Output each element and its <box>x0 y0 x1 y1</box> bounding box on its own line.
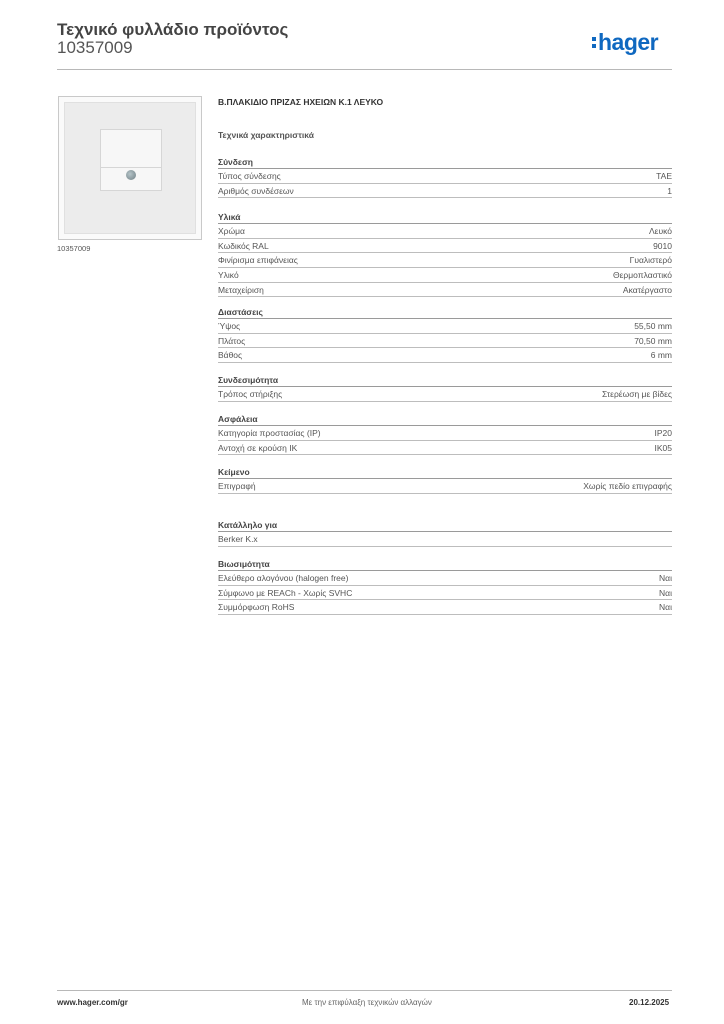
image-caption: 10357009 <box>57 244 91 253</box>
section-title: Ασφάλεια <box>218 412 672 426</box>
spec-value: 9010 <box>653 240 672 251</box>
spec-label: Ελεύθερο αλογόνου (halogen free) <box>218 573 349 583</box>
spec-value: Χωρίς πεδίο επιγραφής <box>583 481 672 491</box>
spec-section <box>218 518 672 547</box>
spec-value: 6 mm <box>650 350 672 361</box>
spec-value: Ακατέργαστο <box>622 284 672 295</box>
spec-label: Τρόπος στήριξης <box>218 389 283 399</box>
spec-value: 1 <box>667 185 672 196</box>
spec-label: Υλικό <box>218 270 239 281</box>
spec-value: IK05 <box>654 442 672 453</box>
spec-section <box>218 557 672 615</box>
spec-row <box>218 184 672 199</box>
spec-row <box>218 334 672 349</box>
footer-date: 20.12.2025 <box>629 998 670 1007</box>
spec-section <box>218 465 672 494</box>
spec-label: Επιγραφή <box>218 481 256 491</box>
spec-row <box>218 571 672 586</box>
spec-value: Λευκό <box>649 226 672 236</box>
spec-label: Μεταχείριση <box>218 284 264 295</box>
spec-row <box>218 253 672 268</box>
indicator-dot-icon <box>126 170 136 180</box>
spec-label: Ύψος <box>218 321 241 331</box>
spec-section <box>218 305 672 363</box>
spec-value: Στερέωση με βίδες <box>601 389 672 399</box>
section-title: Κείμενο <box>218 465 672 479</box>
header-divider <box>57 69 672 70</box>
section-title: Κατάλληλο για <box>218 518 672 532</box>
spec-row <box>218 268 672 283</box>
logo-dots-icon <box>592 37 596 48</box>
spec-label: Σύμφωνο με REACh - Χωρίς SVHC <box>218 587 353 598</box>
spec-section <box>218 155 672 198</box>
footer-divider <box>57 990 672 991</box>
spec-row <box>218 387 672 402</box>
section-title: Σύνδεση <box>218 155 672 169</box>
hager-logo[interactable] <box>592 28 658 56</box>
spec-row <box>218 283 672 298</box>
spec-label: Κατηγορία προστασίας (IP) <box>218 428 321 438</box>
spec-row <box>218 426 672 441</box>
spec-label: Συμμόρφωση RoHS <box>218 602 295 613</box>
spec-value: 70,50 mm <box>634 335 672 346</box>
spec-label: Τύπος σύνδεσης <box>218 171 281 181</box>
spec-value: 55,50 mm <box>634 321 672 331</box>
section-title: Διαστάσεις <box>218 305 672 319</box>
spec-row <box>218 600 672 615</box>
spec-label: Χρώμα <box>218 226 245 236</box>
spec-value: Γυαλιστερό <box>629 255 672 266</box>
product-code: 10357009 <box>57 38 133 57</box>
spec-section <box>218 412 672 455</box>
spec-row <box>218 441 672 456</box>
plate-window <box>100 129 162 191</box>
footer-notice: Με την επιφύλαξη τεχνικών αλλαγών <box>302 998 432 1007</box>
cover-plate-illustration <box>64 102 196 234</box>
spec-label: Αντοχή σε κρούση IK <box>218 442 298 453</box>
spec-section <box>218 210 672 297</box>
section-title: Συνδεσιμότητα <box>218 373 672 387</box>
spec-row <box>218 348 672 363</box>
spec-label: Βάθος <box>218 350 243 361</box>
spec-value: TAE <box>656 171 672 181</box>
spec-value: Ναι <box>659 602 672 613</box>
spec-row <box>218 224 672 239</box>
document-title: Τεχνικό φυλλάδιο προϊόντος <box>57 20 289 39</box>
spec-row <box>218 479 672 494</box>
spec-label: Κωδικός RAL <box>218 240 269 251</box>
spec-section <box>218 373 672 402</box>
spec-value: Θερμοπλαστικό <box>612 270 672 281</box>
spec-row <box>218 319 672 334</box>
spec-row <box>218 532 672 547</box>
spec-value: Ναι <box>659 587 672 598</box>
logo-wordmark: hager <box>598 28 659 55</box>
spec-value: Ναι <box>659 573 672 583</box>
spec-label: Berker K.x <box>218 534 258 544</box>
spec-row <box>218 239 672 254</box>
spec-heading: Τεχνικά χαρακτηριστικά <box>218 130 314 140</box>
spec-label: Αριθμός συνδέσεων <box>218 185 294 196</box>
section-title: Βιωσιμότητα <box>218 557 672 571</box>
footer-website-link[interactable]: www.hager.com/gr <box>57 998 128 1007</box>
spec-row <box>218 586 672 601</box>
section-title: Υλικά <box>218 210 672 224</box>
spec-row <box>218 169 672 184</box>
product-name: Β.ΠΛΑΚΙΔΙΟ ΠΡΙΖΑΣ ΗΧΕΙΩΝ Κ.1 ΛΕΥΚΟ <box>218 97 384 107</box>
product-image <box>58 96 202 240</box>
spec-label: Φινίρισμα επιφάνειας <box>218 255 298 266</box>
spec-value: IP20 <box>654 428 672 438</box>
spec-label: Πλάτος <box>218 335 246 346</box>
